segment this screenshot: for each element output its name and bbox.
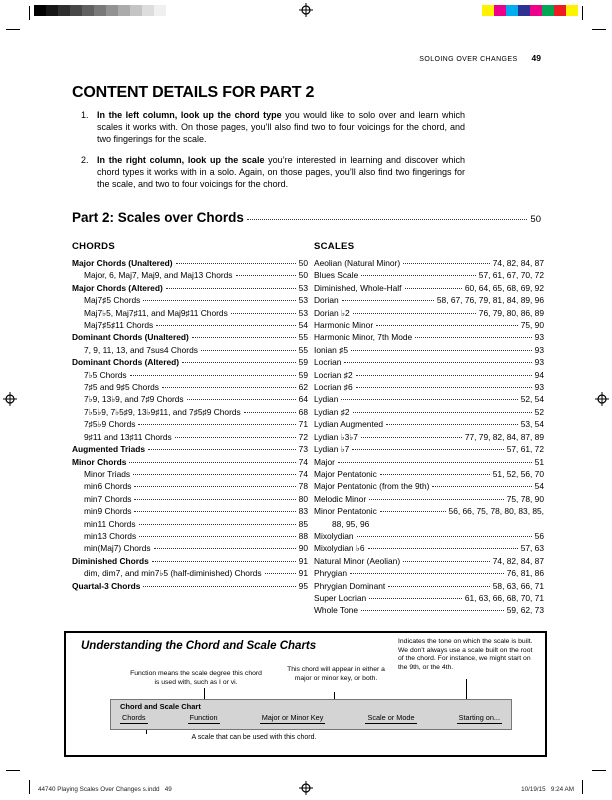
toc-entry: [314, 369, 544, 381]
toc-entry: [314, 282, 544, 294]
toc-entry-pages: 58, 67, 76, 79, 81, 84, 89, 96: [436, 295, 544, 306]
calibration-swatch: [482, 5, 494, 16]
toc-entry: [72, 530, 308, 542]
chords-column-heading: CHORDS: [72, 241, 115, 252]
dotted-leader: [388, 586, 490, 587]
chart-explanation-box: [64, 631, 547, 757]
dotted-leader: [134, 486, 295, 487]
toc-entry: [72, 418, 308, 430]
dotted-leader: [143, 586, 295, 587]
toc-entry-label: Lydian ♭3♭7: [314, 431, 358, 442]
toc-entry-pages: 54: [298, 320, 308, 331]
toc-entry-label: Whole Tone: [314, 605, 359, 616]
toc-entry-pages: 74, 82, 84, 87: [492, 555, 544, 566]
dotted-leader: [369, 598, 462, 599]
calibration-swatch: [518, 5, 530, 16]
annotation-function: Function means the scale degree this chord is used with, such as I or vi.: [130, 670, 262, 686]
toc-entry-pages: 83: [298, 506, 308, 517]
footer-timestamp: 10/19/15 9:24 AM: [521, 786, 574, 793]
crop-mark: [582, 6, 583, 20]
crop-mark: [29, 780, 30, 794]
toc-entry-pages: 53, 54: [520, 419, 544, 430]
toc-entry: [72, 319, 308, 331]
toc-entry-label: Dorian: [314, 295, 339, 306]
toc-entry-label: Locrian ♯6: [314, 382, 353, 393]
grayscale-calibration-bar: [34, 5, 178, 16]
toc-entry: [314, 468, 544, 480]
dotted-leader: [187, 399, 296, 400]
chart-column-header: Scale or Mode: [367, 713, 415, 722]
toc-entry: [72, 269, 308, 281]
dotted-leader: [352, 449, 503, 450]
toc-entry-label: 7♭5♭9, 7♭5♯9, 13♭9♯11, and 7♯5♯9 Chords: [84, 406, 241, 417]
crop-mark: [592, 29, 606, 30]
toc-entry-label: min13 Chords: [84, 530, 137, 541]
dotted-leader: [361, 610, 504, 611]
toc-entry-pages: 74: [298, 468, 308, 479]
dotted-leader: [341, 399, 517, 400]
calibration-swatch: [106, 5, 118, 16]
toc-entry-pages: 90: [298, 543, 308, 554]
registration-target-icon: [595, 392, 609, 406]
toc-entry-pages: 52: [534, 406, 544, 417]
toc-entry-label: Ionian ♯5: [314, 344, 348, 355]
toc-entry-pages: 53: [298, 307, 308, 318]
toc-entry-pages: 74: [298, 456, 308, 467]
toc-entry: [72, 505, 308, 517]
toc-entry: [72, 294, 308, 306]
toc-entry-label: Dominant Chords (Altered): [72, 357, 180, 368]
toc-entry-label: 7♭9, 13♭9, and 7♯9 Chords: [84, 394, 184, 405]
toc-entry: [72, 493, 308, 505]
toc-entry: [314, 567, 544, 579]
calibration-swatch: [130, 5, 142, 16]
toc-entry-label: Harmonic Minor, 7th Mode: [314, 332, 413, 343]
toc-entry-label: 9♯11 and 13♯11 Chords: [84, 431, 172, 442]
toc-entry-label: 7♭5 Chords: [84, 369, 127, 380]
toc-entry: [72, 381, 308, 393]
dotted-leader: [380, 511, 446, 512]
toc-entry: [314, 580, 544, 592]
toc-entry-label: Diminished, Whole-Half: [314, 282, 402, 293]
toc-entry-pages-continued: 88, 95, 96: [332, 518, 370, 529]
crop-mark: [582, 780, 583, 794]
toc-entry-pages: 53: [298, 282, 308, 293]
toc-entry-label: Mixolydian ♭6: [314, 543, 365, 554]
annotation-connector-line: [334, 692, 335, 699]
toc-entry: [314, 530, 544, 542]
toc-entry-pages: 60, 64, 65, 68, 69, 92: [464, 282, 544, 293]
intro-text: you’re interested in learning and discover which chord types it works with in a solo. Again, on those pages, you’ll also find two fingerings for the scale, and two to four voicings for the chord.: [97, 155, 465, 189]
dotted-leader: [380, 474, 490, 475]
intro-list: [81, 109, 465, 199]
dotted-leader: [403, 263, 490, 264]
calibration-swatch: [70, 5, 82, 16]
toc-entry: [72, 555, 308, 567]
toc-entry-pages: 58, 63, 66, 71: [492, 580, 544, 591]
toc-entry-label: 7♯5♭9 Chords: [84, 419, 136, 430]
page-title: CONTENT DETAILS FOR PART 2: [72, 84, 315, 101]
crop-mark: [6, 770, 20, 771]
toc-entry-label: Locrian ♯2: [314, 369, 353, 380]
toc-entry-label: Lydian ♯2: [314, 406, 350, 417]
toc-entry: [72, 393, 308, 405]
dotted-leader: [231, 313, 296, 314]
toc-entry-label: min6 Chords: [84, 481, 132, 492]
dotted-leader: [139, 536, 296, 537]
dotted-leader: [134, 499, 295, 500]
toc-entry-pages: 80: [298, 493, 308, 504]
dotted-leader: [353, 313, 476, 314]
toc-entry-label: Augmented Triads: [72, 444, 146, 455]
toc-entry-label: Minor Triads: [84, 468, 131, 479]
toc-entry: [72, 331, 308, 343]
toc-entry-pages: 93: [534, 344, 544, 355]
toc-entry: [314, 344, 544, 356]
intro-bold-lead: In the right column, look up the scale: [97, 155, 265, 165]
toc-entry: [72, 567, 308, 579]
toc-entry-pages: 59: [298, 357, 308, 368]
toc-entry: [314, 393, 544, 405]
toc-entry-pages: 59: [298, 369, 308, 380]
toc-entry-label: dim, dim7, and min7♭5 (half-diminished) Chords: [84, 568, 262, 579]
toc-entry: [314, 443, 544, 455]
list-number: 1.: [81, 110, 89, 120]
calibration-swatch: [566, 5, 578, 16]
toc-entry-pages: 50: [298, 258, 308, 268]
dotted-leader: [265, 573, 296, 574]
registration-target-icon: [299, 781, 313, 795]
toc-entry-label: Super Locrian: [314, 592, 367, 603]
dotted-leader: [182, 362, 296, 363]
toc-entry-label: Lydian Augmented: [314, 419, 384, 430]
toc-entry-pages: 56: [534, 530, 544, 541]
dotted-leader: [130, 375, 296, 376]
dotted-leader: [139, 524, 296, 525]
dotted-leader: [247, 219, 528, 220]
chart-column-header: Function: [189, 713, 218, 722]
chord-scale-chart-bar: [110, 699, 512, 730]
toc-entry: [314, 406, 544, 418]
toc-entry-label: Harmonic Minor: [314, 320, 374, 331]
toc-entry-label: Maj7♯5 Chords: [84, 295, 141, 306]
toc-entry: [314, 418, 544, 430]
dotted-leader: [350, 573, 504, 574]
toc-entry-label: min9 Chords: [84, 506, 132, 517]
toc-entry-pages: 51: [534, 456, 544, 467]
toc-entry: [72, 431, 308, 443]
calibration-swatch: [34, 5, 46, 16]
toc-entry: [314, 319, 544, 331]
dotted-leader: [166, 288, 296, 289]
intro-text: you would like to solo over and learn which scales it works with. On those pages, you’ll also find two to four voicings for the chord, and two fingerings for the scale.: [97, 110, 465, 144]
box-title: Understanding the Chord and Scale Charts: [81, 640, 317, 652]
calibration-swatch: [166, 5, 178, 16]
toc-entry-pages: 94: [534, 369, 544, 380]
dotted-leader: [368, 548, 518, 549]
toc-entry-pages: 93: [534, 382, 544, 393]
calibration-swatch: [82, 5, 94, 16]
toc-entry: [314, 592, 544, 604]
part-heading: [72, 210, 541, 225]
toc-entry-pages: 59, 62, 73: [506, 605, 544, 616]
toc-entry: [72, 307, 308, 319]
toc-entry-label: Phrygian Dominant: [314, 580, 386, 591]
dotted-leader: [133, 474, 296, 475]
dotted-leader: [353, 412, 532, 413]
dotted-leader: [415, 337, 531, 338]
dotted-leader: [143, 300, 295, 301]
toc-entry-pages: 57, 61, 67, 70, 72: [478, 270, 544, 281]
dotted-leader: [134, 511, 295, 512]
toc-entry: [72, 480, 308, 492]
dotted-leader: [176, 263, 296, 264]
part-heading-page: 50: [530, 214, 541, 225]
toc-entry: [314, 269, 544, 281]
chart-column-headers: [120, 713, 502, 724]
toc-entry-pages: 78: [298, 481, 308, 492]
toc-entry: [72, 518, 308, 530]
toc-entry-label: Major, 6, Maj7, Maj9, and Maj13 Chords: [84, 270, 233, 281]
toc-entry-pages: 93: [534, 332, 544, 343]
toc-entry: [314, 542, 544, 554]
toc-entry: [314, 331, 544, 343]
color-calibration-bar: [482, 5, 578, 16]
toc-entry-label: 7♯5 and 9♯5 Chords: [84, 382, 159, 393]
toc-entry-pages: 61, 63, 66, 68, 70, 71: [464, 592, 544, 603]
toc-entry-label: Minor Pentatonic: [314, 506, 377, 517]
toc-entry-label: min(Maj7) Chords: [84, 543, 151, 554]
chart-column-header: Chords: [122, 713, 146, 722]
toc-entry-label: Locrian: [314, 357, 342, 368]
dotted-leader: [236, 275, 296, 276]
toc-entry-label: Aeolian (Natural Minor): [314, 258, 401, 268]
registration-target-icon: [3, 392, 17, 406]
toc-entry-pages: 75, 78, 90: [506, 493, 544, 504]
toc-entry-label: Phrygian: [314, 568, 348, 579]
dotted-leader: [192, 337, 296, 338]
toc-entry-pages: 77, 79, 82, 84, 87, 89: [464, 431, 544, 442]
toc-entry: [314, 307, 544, 319]
toc-entry-label: Mixolydian: [314, 530, 354, 541]
toc-entry-label: Quartal-3 Chords: [72, 580, 141, 591]
calibration-swatch: [554, 5, 566, 16]
dotted-leader: [432, 486, 531, 487]
dotted-leader: [138, 424, 295, 425]
toc-entry-pages: 53: [298, 295, 308, 306]
crop-mark: [29, 6, 30, 20]
running-head-title: SOLOING OVER CHANGES: [419, 56, 518, 63]
toc-entry-label: Major Chords (Altered): [72, 282, 163, 293]
dotted-leader: [244, 412, 296, 413]
toc-entry-pages: 62: [298, 382, 308, 393]
toc-entry-pages: 72: [298, 431, 308, 442]
dotted-leader: [201, 350, 296, 351]
dotted-leader: [386, 424, 518, 425]
intro-item: [81, 154, 465, 190]
toc-entry-label: min11 Chords: [84, 518, 136, 529]
toc-entry-pages: 91: [298, 568, 308, 579]
scales-toc-list: [314, 257, 544, 617]
toc-entry-label: min7 Chords: [84, 493, 132, 504]
toc-entry-label: Lydian: [314, 394, 339, 405]
dotted-leader: [162, 387, 296, 388]
toc-entry-pages: 55: [298, 344, 308, 355]
dotted-leader: [356, 387, 532, 388]
toc-entry-pages: 56, 66, 75, 78, 80, 83, 85,: [448, 506, 544, 517]
dotted-leader: [351, 350, 532, 351]
calibration-swatch: [94, 5, 106, 16]
toc-entry: [314, 431, 544, 443]
toc-entry-pages: 51, 52, 56, 70: [492, 468, 544, 479]
dotted-leader: [156, 325, 295, 326]
toc-entry: [314, 456, 544, 468]
toc-entry: [314, 505, 544, 517]
toc-entry: [314, 381, 544, 393]
toc-entry-pages: 88: [298, 530, 308, 541]
calibration-swatch: [118, 5, 130, 16]
toc-entry-pages: 91: [298, 555, 308, 566]
dotted-leader: [356, 375, 532, 376]
calibration-swatch: [142, 5, 154, 16]
chords-column: [72, 241, 308, 592]
toc-entry-label: Maj7♭5, Maj7♯11, and Maj9♯11 Chords: [84, 307, 228, 318]
chart-column-header: Major or Minor Key: [261, 713, 324, 722]
calibration-swatch: [46, 5, 58, 16]
annotation-connector-line: [466, 679, 467, 699]
toc-entry-pages: 54: [534, 481, 544, 492]
intro-item: [81, 109, 465, 145]
toc-entry: [314, 493, 544, 505]
toc-entry: [72, 282, 308, 294]
dotted-leader: [361, 437, 462, 438]
dotted-leader: [357, 536, 532, 537]
toc-entry: [314, 480, 544, 492]
toc-entry-pages: 57, 63: [520, 543, 544, 554]
toc-entry: [72, 542, 308, 554]
part-heading-label: Part 2: Scales over Chords: [72, 210, 244, 225]
toc-entry-label: Melodic Minor: [314, 493, 367, 504]
toc-entry-pages: 75, 90: [520, 320, 544, 331]
toc-entry-label: Maj7♯5♯11 Chords: [84, 320, 154, 331]
toc-entry: [72, 406, 308, 418]
toc-entry-label: Dominant Chords (Unaltered): [72, 332, 189, 343]
dotted-leader: [338, 462, 532, 463]
toc-entry-pages: 85: [298, 518, 308, 529]
toc-entry-pages: 93: [534, 357, 544, 368]
crop-mark: [592, 770, 606, 771]
toc-entry-label: Blues Scale: [314, 270, 359, 281]
toc-entry-label: Major Chords (Unaltered): [72, 258, 173, 268]
dotted-leader: [154, 548, 296, 549]
toc-entry-pages: 64: [298, 394, 308, 405]
scales-column: [314, 241, 544, 617]
annotation-connector-line: [204, 688, 205, 699]
toc-entry-pages: 55: [298, 332, 308, 343]
dotted-leader: [152, 561, 296, 562]
toc-entry-pages: 68: [298, 406, 308, 417]
toc-entry: [314, 604, 544, 616]
toc-entry-label: Dorian ♭2: [314, 307, 350, 318]
dotted-leader: [344, 362, 531, 363]
toc-entry-pages: 95: [298, 580, 308, 591]
calibration-swatch: [494, 5, 506, 16]
dotted-leader: [342, 300, 434, 301]
dotted-leader: [175, 437, 296, 438]
toc-entry: [314, 555, 544, 567]
dotted-leader: [361, 275, 476, 276]
dotted-leader: [369, 499, 504, 500]
toc-entry: [72, 344, 308, 356]
toc-entry: [72, 456, 308, 468]
toc-entry-pages: 73: [298, 444, 308, 455]
toc-entry: [314, 294, 544, 306]
calibration-swatch: [154, 5, 166, 16]
registration-target-icon: [299, 3, 313, 17]
dotted-leader: [405, 288, 462, 289]
calibration-swatch: [506, 5, 518, 16]
annotation-key: This chord will appear in either a major or minor key, or both.: [287, 666, 385, 682]
crop-mark: [6, 29, 20, 30]
running-head-page-number: 49: [531, 53, 541, 63]
calibration-swatch: [58, 5, 70, 16]
toc-entry: [72, 443, 308, 455]
annotation-starting-on: Indicates the tone on which the scale is built. We don’t always use a scale built on the root of the chord. For instance, we might start on the 9th, or the 4th.: [398, 638, 533, 671]
toc-entry: [72, 257, 308, 269]
toc-entry-pages: 57, 61, 72: [506, 444, 544, 455]
toc-entry-pages: 50: [298, 270, 308, 281]
dotted-leader: [376, 325, 518, 326]
toc-entry: [72, 580, 308, 592]
toc-entry-pages: 52, 54: [520, 394, 544, 405]
toc-entry: [72, 468, 308, 480]
toc-entry-label: Diminished Chords: [72, 555, 149, 566]
chart-bar-label: Chord and Scale Chart: [120, 702, 201, 711]
chart-caption: A scale that can be used with this chord.: [191, 734, 317, 741]
toc-entry-label: Major: [314, 456, 335, 467]
footer-filename: 44740 Playing Scales Over Changes s.indd 49: [38, 786, 172, 793]
toc-entry-label: 7, 9, 11, 13, and 7sus4 Chords: [84, 344, 198, 355]
toc-entry-pages: 76, 79, 80, 86, 89: [478, 307, 544, 318]
toc-entry-label: Natural Minor (Aeolian): [314, 555, 401, 566]
toc-entry-label: Lydian ♭7: [314, 444, 350, 455]
toc-entry: [72, 369, 308, 381]
calibration-swatch: [530, 5, 542, 16]
list-number: 2.: [81, 155, 89, 165]
toc-entry-label: Minor Chords: [72, 456, 127, 467]
toc-entry: [72, 356, 308, 368]
toc-entry-label: Major Pentatonic (from the 9th): [314, 481, 430, 492]
toc-entry: [314, 356, 544, 368]
toc-entry: [314, 257, 544, 269]
intro-bold-lead: In the left column, look up the chord type: [97, 110, 282, 120]
toc-entry-pages: 74, 82, 84, 87: [492, 258, 544, 268]
dotted-leader: [148, 449, 296, 450]
scales-column-heading: SCALES: [314, 241, 355, 252]
toc-entry-pages: 76, 81, 86: [506, 568, 544, 579]
running-head: [419, 53, 541, 63]
chords-toc-list: [72, 257, 308, 592]
calibration-swatch: [542, 5, 554, 16]
toc-entry-pages: 71: [298, 419, 308, 430]
toc-entry-label: Major Pentatonic: [314, 468, 377, 479]
toc-entry: [314, 518, 544, 530]
dotted-leader: [129, 462, 295, 463]
chart-column-header: Starting on...: [458, 713, 500, 722]
dotted-leader: [403, 561, 490, 562]
